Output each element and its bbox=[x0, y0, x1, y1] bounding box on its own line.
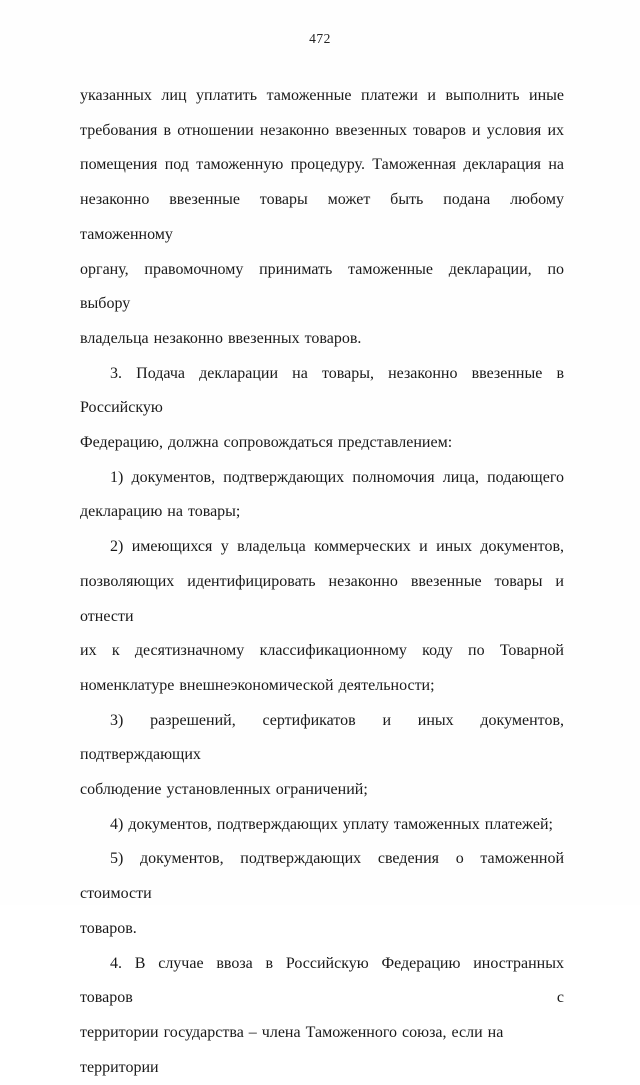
text-line: номенклатуре внешнеэкономической деятельности; bbox=[80, 676, 435, 694]
page-number: 472 bbox=[309, 31, 331, 46]
text-line: помещения под таможенную процедуру. Таможенная декларация на bbox=[80, 156, 564, 174]
text-line: 1) документов, подтверждающих полномочия лица, подающего bbox=[110, 468, 564, 486]
text-line: товаров. bbox=[80, 919, 137, 937]
text-line: незаконно ввезенные товары может быть подана любому таможенному bbox=[80, 191, 564, 243]
text-line: указанных лиц уплатить таможенные платежи и выполнить иные bbox=[80, 87, 564, 104]
document-body bbox=[80, 79, 564, 1085]
text-line: органу, правомочному принимать таможенные декларации, по выбору bbox=[80, 260, 564, 313]
text-line: 5) документов, подтверждающих сведения о таможенной стоимости bbox=[80, 850, 564, 903]
text-line: требования в отношении незаконно ввезенных товаров и условия их bbox=[80, 121, 564, 139]
text-line: декларацию на товары; bbox=[80, 503, 241, 521]
text-line: 4. В случае ввоза в Российскую Федерацию иностранных товаров с bbox=[80, 954, 564, 1007]
text-line: позволяющих идентифицировать незаконно ввезенные товары и отнести bbox=[80, 572, 564, 625]
text-line: владельца незаконно ввезенных товаров. bbox=[80, 329, 362, 347]
text-line: Федерацию, должна сопровождаться представлением: bbox=[80, 434, 453, 452]
text-line: территории государства – члена Таможенного союза, если на территории bbox=[80, 1023, 504, 1076]
text-line: 3) разрешений, сертификатов и иных документов, подтверждающих bbox=[80, 711, 564, 764]
text-line: 3. Подача декларации на товары, незаконно ввезенные в Российскую bbox=[80, 364, 564, 417]
text-line: 4) документов, подтверждающих уплату таможенных платежей; bbox=[110, 815, 553, 833]
text-line: 2) имеющихся у владельца коммерческих и иных документов, bbox=[110, 538, 564, 556]
text-line: соблюдение установленных ограничений; bbox=[80, 781, 368, 799]
text-line: их к десятизначному классификационному коду по Товарной bbox=[80, 642, 564, 660]
